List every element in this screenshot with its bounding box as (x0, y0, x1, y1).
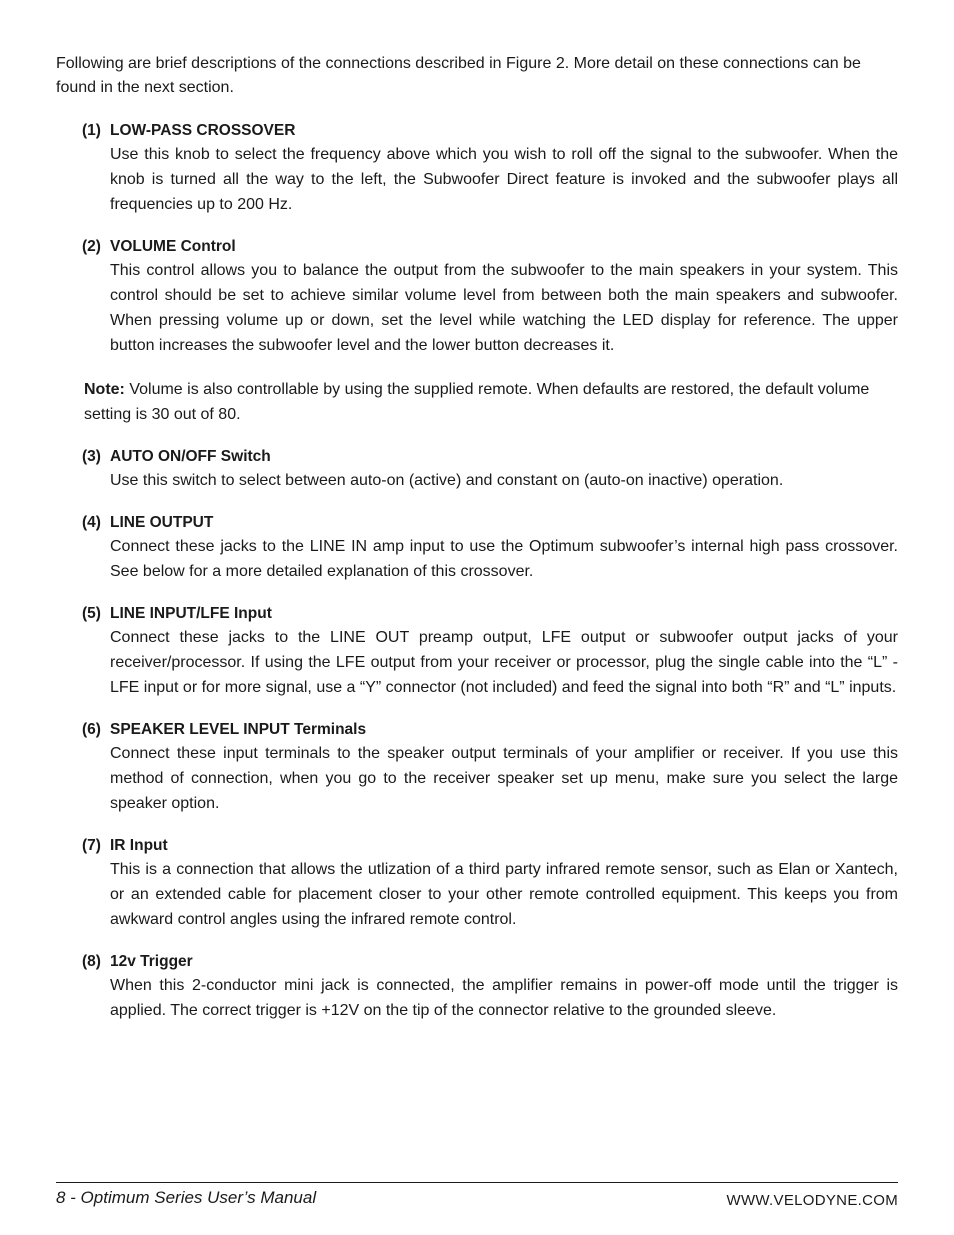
section-title: VOLUME Control (110, 238, 236, 255)
section-body: Connect these input terminals to the speaker output terminals of your amplifier or receiver. If you use this method of connection, when you go to the receiver speaker set up menu, make sure you select the large speaker option. (110, 745, 898, 812)
section-title: LINE OUTPUT (110, 514, 214, 531)
note-label: Note: (84, 381, 125, 398)
page-content (56, 52, 898, 1042)
section-line-input-lfe (56, 603, 898, 700)
section-number: (8) (82, 953, 101, 970)
section-number: (5) (82, 605, 101, 622)
section-body: Use this knob to select the frequency above which you wish to roll off the signal to the subwoofer. When the knob is turned all the way to the left, the Subwoofer Direct feature is invoked and the subwoofer plays all frequencies up to 200 Hz. (110, 146, 898, 213)
section-number: (1) (82, 122, 101, 139)
section-12v-trigger (56, 951, 898, 1023)
footer-divider (56, 1182, 898, 1183)
footer-page-label: 8 - Optimum Series User’s Manual (56, 1188, 317, 1207)
section-heading (82, 835, 898, 857)
section-body: This control allows you to balance the output from the subwoofer to the main speakers in your system. This control should be set to achieve similar volume level from between both the main speakers and subwoofer. When pressing volume up or down, set the level while watching the LED display for reference. The upper button increases the subwoofer level and the lower button decreases it. (110, 262, 898, 354)
section-volume-control (56, 236, 898, 358)
section-title: 12v Trigger (110, 953, 193, 970)
section-line-output (56, 512, 898, 584)
section-body: Connect these jacks to the LINE IN amp input to use the Optimum subwoofer’s internal high pass crossover. See below for a more detailed explanation of this crossover. (110, 538, 898, 580)
section-body: When this 2-conductor mini jack is connected, the amplifier remains in power-off mode until the trigger is applied. The correct trigger is +12V on the tip of the connector relative to the grounded sleeve. (110, 977, 898, 1019)
section-heading (82, 719, 898, 741)
note-paragraph (84, 377, 898, 427)
section-title: LOW-PASS CROSSOVER (110, 122, 296, 139)
section-number: (6) (82, 721, 101, 738)
section-body: This is a connection that allows the utlization of a third party infrared remote sensor, such as Elan or Xantech, or an extended cable for placement closer to your other remote controlled equipment. This keeps you from awkward control angles using the infrared remote control. (110, 861, 898, 928)
footer-website: WWW.VELODYNE.COM (726, 1192, 898, 1209)
section-heading (82, 603, 898, 625)
section-heading (82, 236, 898, 258)
section-title: AUTO ON/OFF Switch (110, 448, 271, 465)
section-number: (7) (82, 837, 101, 854)
section-low-pass-crossover (56, 120, 898, 217)
section-heading (82, 446, 898, 468)
section-speaker-level-input (56, 719, 898, 816)
section-heading (82, 512, 898, 534)
section-title: IR Input (110, 837, 168, 854)
section-number: (2) (82, 238, 101, 255)
section-number: (3) (82, 448, 101, 465)
section-body: Use this switch to select between auto-on (active) and constant on (auto-on inactive) operation. (110, 472, 784, 489)
section-heading (82, 120, 898, 142)
note-text: Volume is also controllable by using the supplied remote. When defaults are restored, the default volume setting is 30 out of 80. (84, 381, 870, 423)
section-heading (82, 951, 898, 973)
section-title: LINE INPUT/LFE Input (110, 605, 272, 622)
intro-paragraph: Following are brief descriptions of the connections described in Figure 2. More detail on these connections can be found in the next section. (56, 55, 861, 96)
section-auto-on-off-switch (56, 446, 898, 493)
section-ir-input (56, 835, 898, 932)
section-body: Connect these jacks to the LINE OUT preamp output, LFE output or subwoofer output jacks of your receiver/processor. If using the LFE output from your receiver or processor, plug the single cable into the “L” - LFE input or for more signal, use a “Y” connector (not included) and feed the signal into both “R” and “L” inputs. (110, 629, 898, 696)
section-number: (4) (82, 514, 101, 531)
section-title: SPEAKER LEVEL INPUT Terminals (110, 721, 367, 738)
